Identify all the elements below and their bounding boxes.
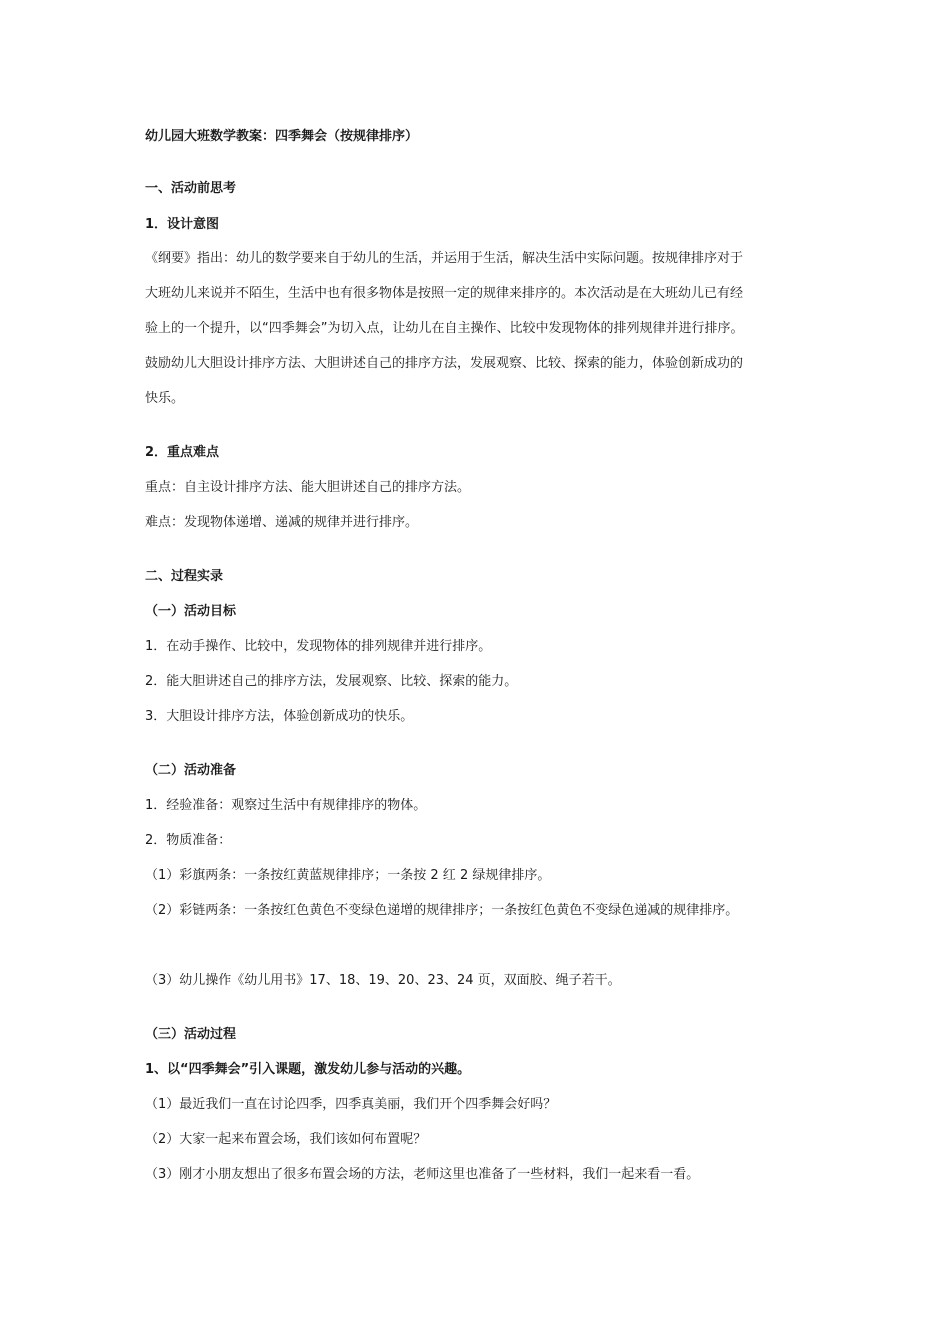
- list-item: 3．大胆设计排序方法，体验创新成功的快乐。: [145, 709, 414, 724]
- list-item: （1）最近我们一直在讨论四季，四季真美丽，我们开个四季舞会好吗？: [145, 1097, 557, 1112]
- paragraph-line: 快乐。: [145, 391, 185, 406]
- difficulty-text: 难点：发现物体递增、递减的规律并进行排序。: [145, 515, 419, 530]
- section-heading-pre-activity: 一、活动前思考: [145, 181, 237, 196]
- list-item: （3）刚才小朋友想出了很多布置会场的方法，老师这里也准备了一些材料，我们一起来看一看。: [145, 1167, 700, 1182]
- section-heading-process-record: 二、过程实录: [145, 569, 224, 584]
- subheading-design-intent: 1．设计意图: [145, 217, 220, 232]
- list-item: 1．在动手操作、比较中，发现物体的排列规律并进行排序。: [145, 639, 492, 654]
- subheading-activity-goals: （一）活动目标: [145, 604, 237, 619]
- list-item: 2．物质准备：: [145, 833, 232, 848]
- list-item: （2）彩链两条：一条按红色黄色不变绿色递增的规律排序；一条按红色黄色不变绿色递减的规律排序。: [145, 903, 739, 918]
- paragraph-line: 验上的一个提升，以“四季舞会”为切入点，让幼儿在自主操作、比较中发现物体的排列规律并进行排序。: [145, 321, 744, 336]
- list-item: （2）大家一起来布置会场，我们该如何布置呢？: [145, 1132, 427, 1147]
- list-item: （3）幼儿操作《幼儿用书》17、18、19、20、23、24 页，双面胶、绳子若干。: [145, 973, 621, 988]
- subheading-key-difficult-points: 2．重点难点: [145, 445, 220, 460]
- step-heading: 1、以“四季舞会”引入课题，激发幼儿参与活动的兴趣。: [145, 1062, 471, 1077]
- key-point-text: 重点：自主设计排序方法、能大胆讲述自己的排序方法。: [145, 480, 471, 495]
- subheading-activity-preparation: （二）活动准备: [145, 763, 237, 778]
- subheading-activity-process: （三）活动过程: [145, 1027, 237, 1042]
- document-title: 幼儿园大班数学教案：四季舞会（按规律排序）: [145, 129, 419, 144]
- paragraph-line: 《纲要》指出：幼儿的数学要来自于幼儿的生活，并运用于生活，解决生活中实际问题。按规律排序对于: [145, 251, 744, 266]
- list-item: 2．能大胆讲述自己的排序方法，发展观察、比较、探索的能力。: [145, 674, 518, 689]
- paragraph-line: 鼓励幼儿大胆设计排序方法、大胆讲述自己的排序方法，发展观察、比较、探索的能力，体验创新成功的: [145, 356, 744, 371]
- paragraph-line: 大班幼儿来说并不陌生，生活中也有很多物体是按照一定的规律来排序的。本次活动是在大班幼儿已有经: [145, 286, 744, 301]
- list-item: 1．经验准备：观察过生活中有规律排序的物体。: [145, 798, 427, 813]
- list-item: （1）彩旗两条：一条按红黄蓝规律排序；一条按 2 红 2 绿规律排序。: [145, 868, 551, 883]
